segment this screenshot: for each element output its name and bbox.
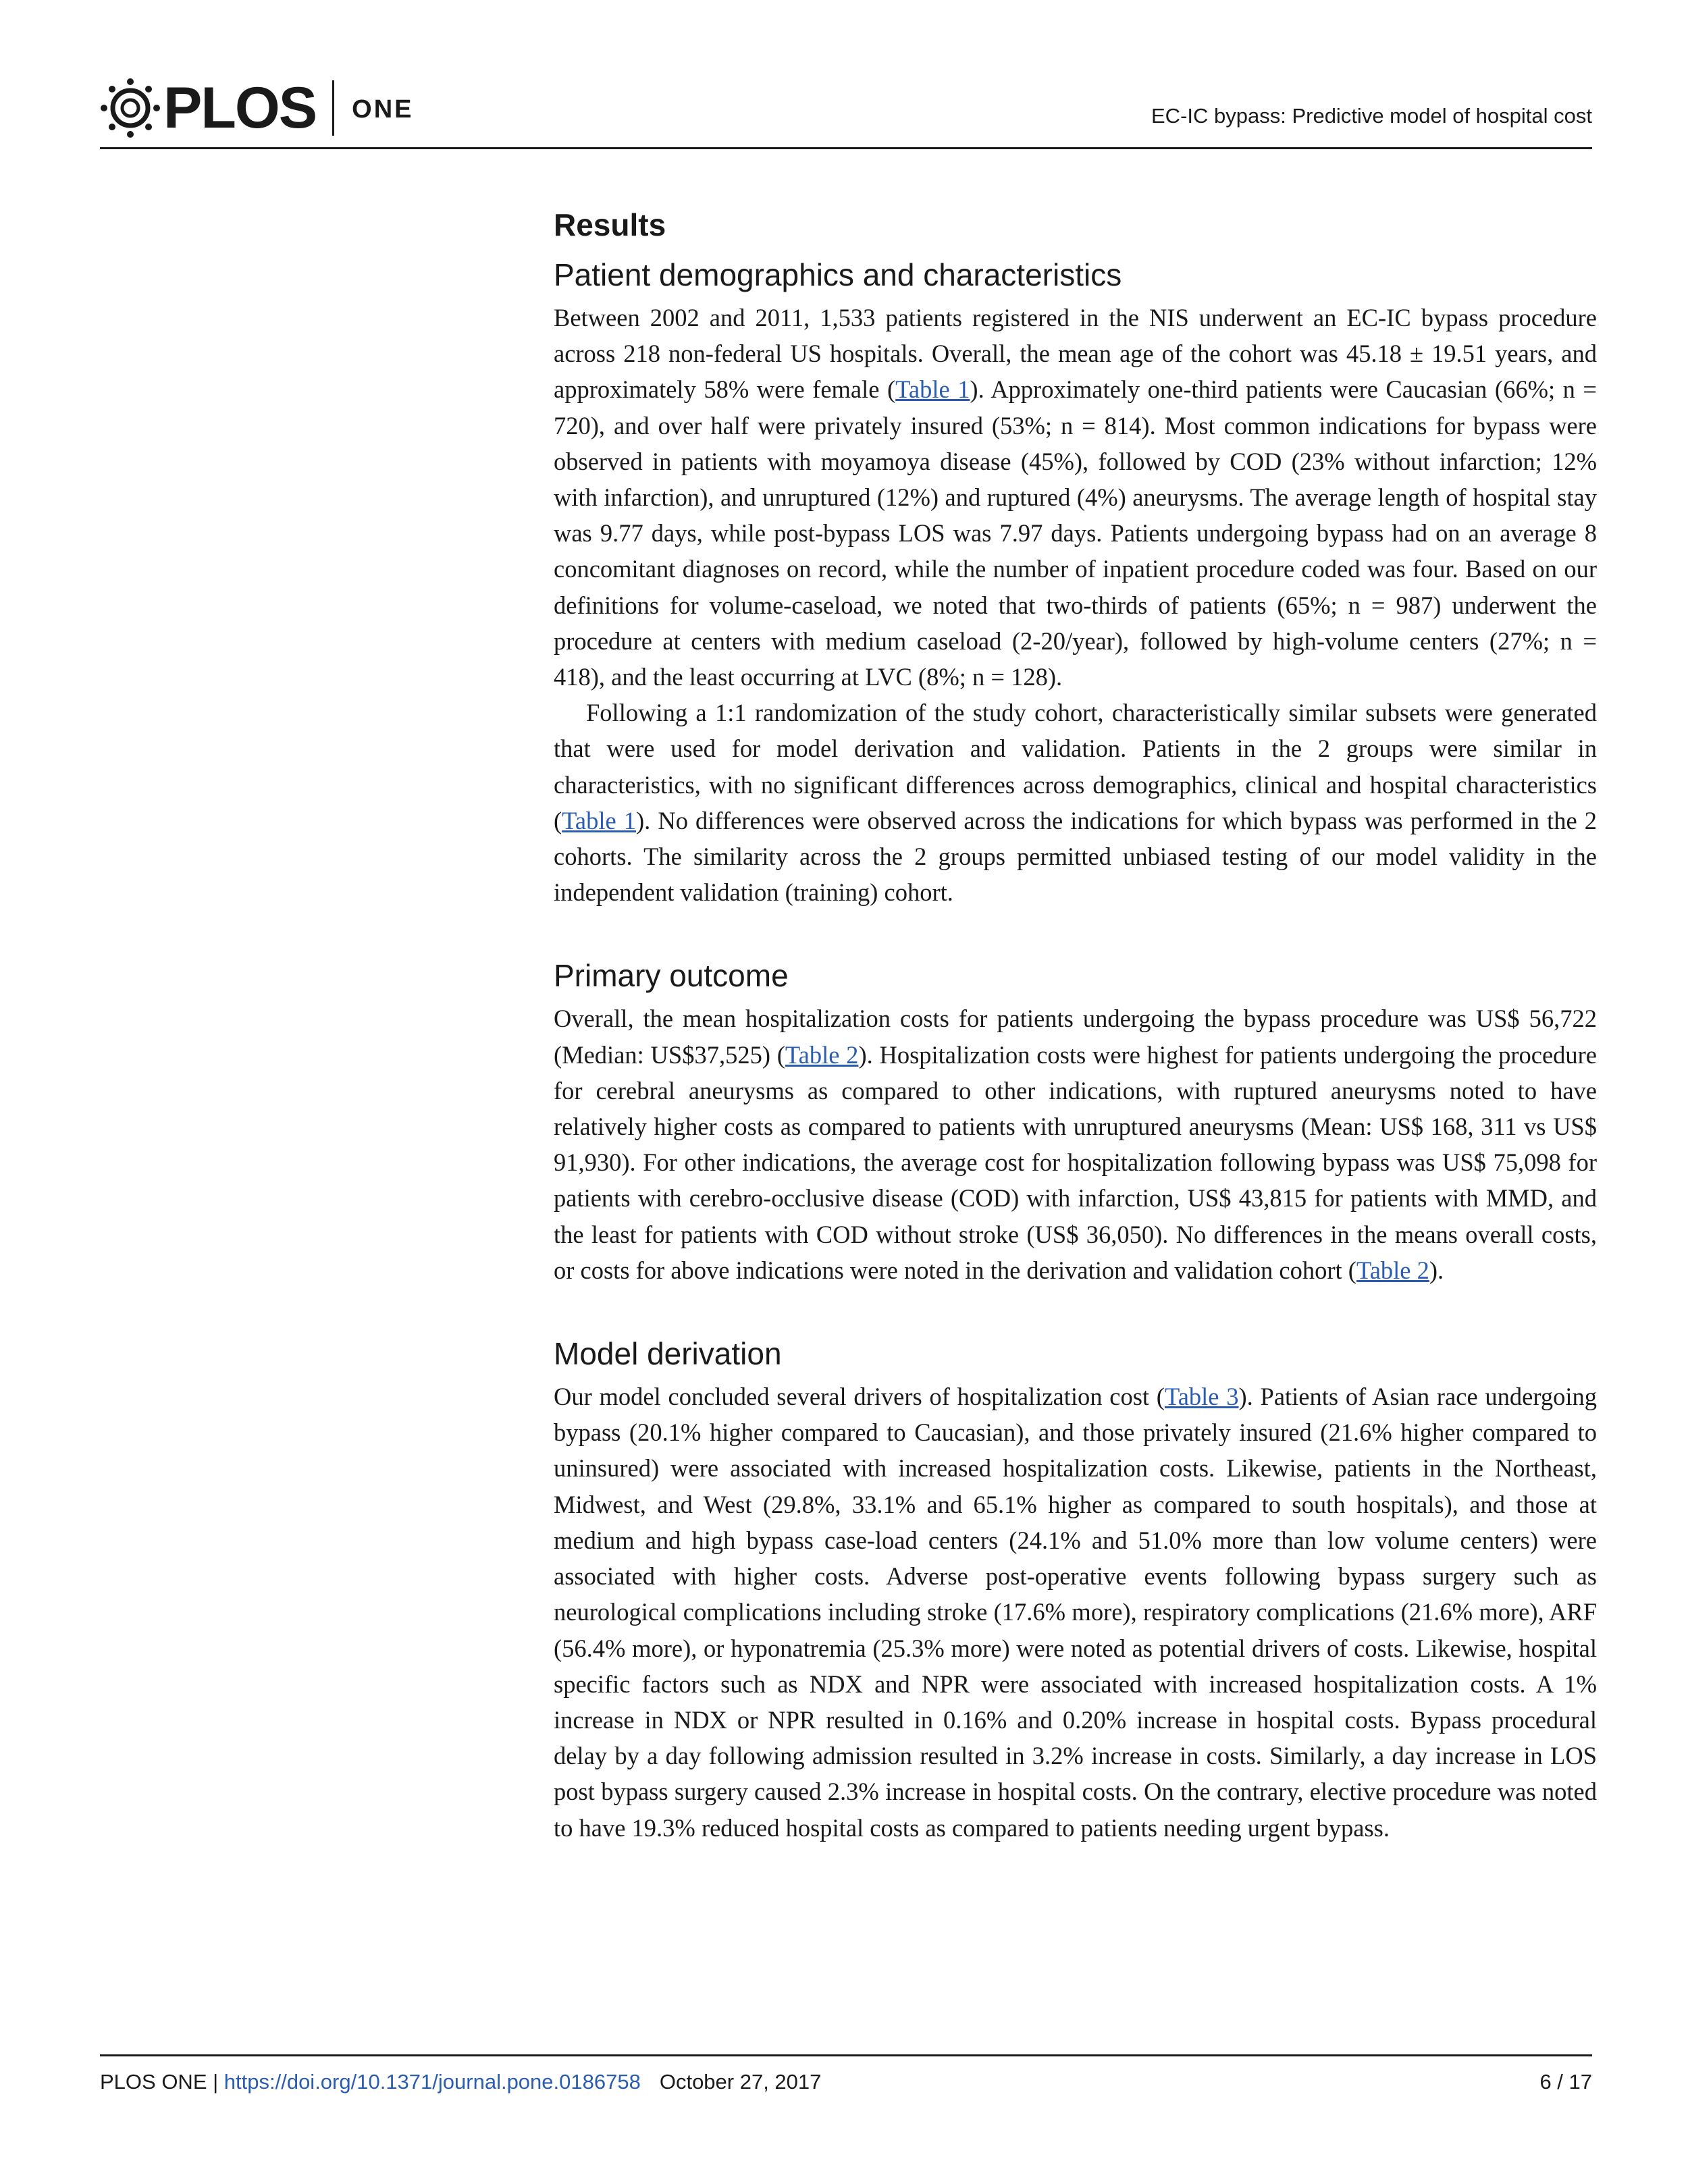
running-title: EC-IC bypass: Predictive model of hospital cost	[1151, 104, 1592, 128]
footer-journal: PLOS ONE |	[100, 2070, 224, 2094]
plos-logo-icon	[100, 78, 161, 138]
spacer	[554, 910, 1597, 951]
table-1-link[interactable]: Table 1	[562, 806, 637, 834]
text-run: ).	[1429, 1256, 1444, 1284]
text-run: ). Hospitalization costs were highest for patients undergoing the procedure for cerebral aneurysms as compared to other indications, with ruptured aneurysms noted to have relatively higher costs as compared to patients with unruptured aneurysms (Mean: US$ 168, 311 vs US$ 91,930). For other indications, the average cost for hospitalization following bypass was US$ 75,098 for patients with cerebro-occlusive disease (COD) with infarction, US$ 43,815 for patients with MMD, and the least for patients with COD without stroke (US$ 36,050). No differences in the means overall costs, or costs for above indications were noted in the derivation and validation cohort (	[554, 1040, 1597, 1284]
table-1-link[interactable]: Table 1	[895, 375, 970, 404]
article-body	[554, 200, 1597, 1846]
header-divider	[100, 147, 1592, 149]
publication-date: October 27, 2017	[659, 2070, 822, 2094]
footer-citation	[100, 2070, 821, 2094]
table-3-link[interactable]: Table 3	[1164, 1383, 1239, 1411]
logo-text: PLOS	[163, 75, 317, 140]
logo-divider	[332, 80, 334, 136]
spacer	[554, 1288, 1597, 1329]
table-2-link[interactable]: Table 2	[1356, 1256, 1429, 1284]
text-run: Following a 1:1 randomization of the study cohort, characteristically similar subsets were generated that were used for model derivation and validation. Patients in the 2 groups were similar in characteristics, with no significant differences across demographics, clinical and hospital characteristics (	[554, 699, 1597, 834]
paragraph-model-derivation	[554, 1379, 1597, 1846]
text-run: Our model concluded several drivers of hospitalization cost (	[554, 1383, 1165, 1411]
page-header	[100, 74, 1592, 149]
subsection-title-model-derivation: Model derivation	[554, 1336, 782, 1372]
paragraph-demographics-1	[554, 300, 1597, 695]
text-run: Overall, the mean hospitalization costs for patients undergoing the bypass procedure was US$ 56,722 (Median: US$37,525) (	[554, 1005, 1597, 1069]
text-run: ). No differences were observed across the indications for which bypass was performed in the 2 cohorts. The similarity across the 2 groups permitted unbiased testing of our model validity in the independent validation (training) cohort.	[554, 806, 1597, 907]
paragraph-primary-outcome	[554, 1001, 1597, 1288]
subsection-title-demographics: Patient demographics and characteristics	[554, 257, 1122, 292]
page-number: 6 / 17	[1539, 2070, 1592, 2094]
footer-divider	[100, 2054, 1592, 2056]
text-run: ). Patients of Asian race undergoing bypass (20.1% higher compared to Caucasian), and those privately insured (21.6% higher compared to uninsured) were associated with increased hospitalization costs. Likewise, patients in the Northeast, Midwest, and West (29.8%, 33.1% and 65.1% higher as compared to south hospitals), and those at medium and high bypass case-load centers (24.1% and 51.0% more than low volume centers) were associated with higher costs. Adverse post-operative events following bypass surgery such as neurological complications including stroke (17.6% more), respiratory complications (21.6% more), ARF (56.4% more), or hyponatremia (25.3% more) were noted as potential drivers of costs. Likewise, hospital specific factors such as NDX and NPR were associated with increased hospitalization costs. A 1% increase in NDX or NPR resulted in 0.16% and 0.20% increase in hospital costs. Bypass procedural delay by a day following admission resulted in 3.2% increase in costs. Similarly, a day increase in LOS post bypass surgery caused 2.3% increase in hospital costs. On the contrary, elective procedure was noted to have 19.3% reduced hospital costs as compared to patients needing urgent bypass.	[554, 1383, 1597, 1842]
paragraph-demographics-2	[554, 695, 1597, 910]
logo-subtext: ONE	[352, 95, 414, 124]
text-run: Between 2002 and 2011, 1,533 patients registered in the NIS underwent an EC-IC bypass procedure across 218 non-federal US hospitals. Overall, the mean age of the cohort was 45.18 ± 19.51 years, and approximately 58% were female (	[554, 304, 1597, 404]
text-run: ). Approximately one-third patients were Caucasian (66%; n = 720), and over half were privately insured (53%; n = 814). Most common indications for bypass were observed in patients with moyamoya disease (45%), followed by COD (23% without infarction; 12% with infarction), and unruptured (12%) and ruptured (4%) aneurysms. The average length of hospital stay was 9.77 days, while post-bypass LOS was 7.97 days. Patients undergoing bypass had on an average 8 concomitant diagnoses on record, while the number of inpatient procedure coded was four. Based on our definitions for volume-caseload, we noted that two-thirds of patients (65%; n = 987) underwent the procedure at centers with medium caseload (2-20/year), followed by high-volume centers (27%; n = 418), and the least occurring at LVC (8%; n = 128).	[554, 375, 1597, 691]
section-title: Results	[554, 207, 666, 242]
plos-one-logo[interactable]	[100, 74, 414, 142]
subsection-title-primary-outcome: Primary outcome	[554, 958, 789, 994]
doi-link[interactable]: https://doi.org/10.1371/journal.pone.0186758	[223, 2070, 641, 2094]
table-2-link[interactable]: Table 2	[785, 1040, 859, 1069]
